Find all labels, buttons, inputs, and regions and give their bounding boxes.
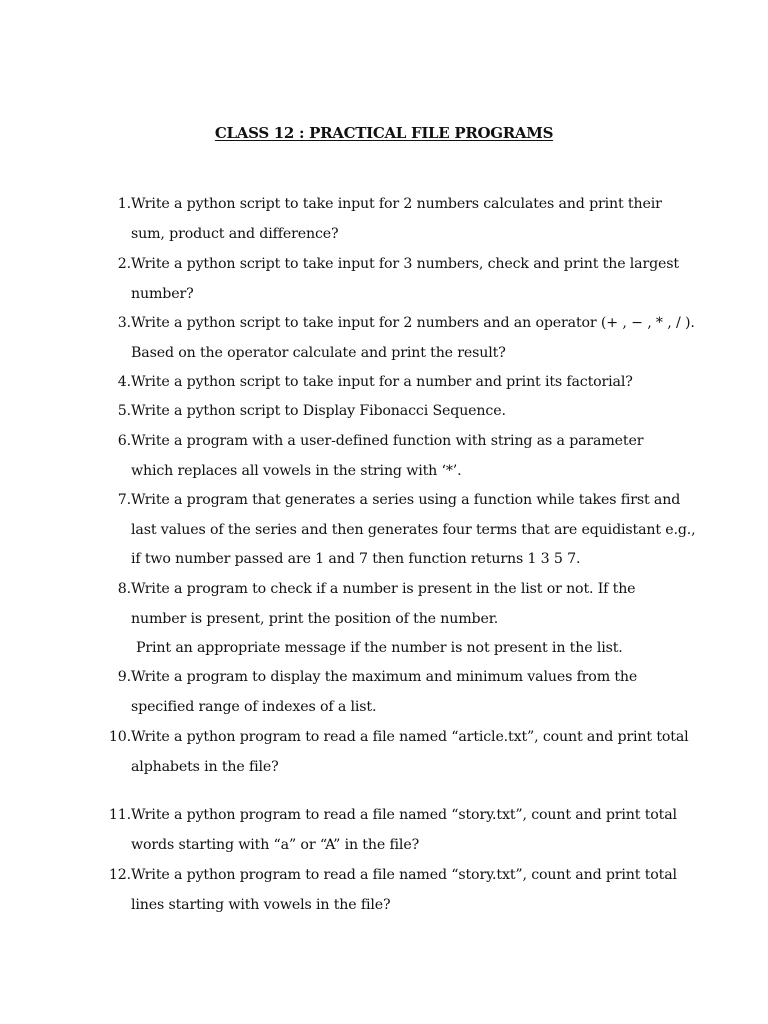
item-text	[131, 309, 701, 368]
item-text-line: Write a program that generates a series using a function while takes first and	[131, 492, 681, 508]
page-title: CLASS 12 : PRACTICAL FILE PROGRAMS	[214, 124, 554, 142]
item-text-line: Write a python script to Display Fibonacci Sequence.	[131, 403, 506, 419]
item-number: 8.	[117, 581, 131, 597]
item-number: 3.	[117, 315, 131, 331]
item-number: 10.	[108, 729, 131, 745]
item-text-line: Write a python script to take input for 2 numbers and an operator (+ , − , * , / ).	[131, 315, 695, 331]
item-text-line: alphabets in the file?	[131, 758, 279, 775]
item-text-line: number?	[131, 285, 194, 302]
item-number: 5.	[117, 403, 131, 419]
item-text-line: words starting with “a” or “A” in the file?	[131, 836, 420, 853]
item-text-line: Write a python script to take input for 3 numbers, check and print the largest	[131, 256, 679, 272]
item-text	[131, 486, 701, 575]
item-text-line: Write a program to display the maximum and minimum values from the	[131, 669, 638, 685]
item-text	[131, 801, 701, 860]
item-text-line: lines starting with vowels in the file?	[131, 896, 391, 913]
item-number: 6.	[117, 433, 131, 449]
item-text-line: number is present, print the position of the number.	[131, 610, 499, 627]
item-text	[131, 250, 701, 309]
item-text-line: sum, product and difference?	[131, 225, 339, 242]
item-text-line: Write a python program to read a file named “article.txt”, count and print total	[131, 729, 689, 745]
item-text-line: last values of the series and then generates four terms that are equidistant e.g.,	[131, 521, 696, 538]
item-text-line: Write a python script to take input for a number and print its factorial?	[131, 374, 633, 390]
item-text-line: Write a program to check if a number is present in the list or not. If the	[131, 581, 636, 597]
item-text	[131, 427, 701, 486]
item-number: 7.	[117, 492, 131, 508]
item-text-line: Write a python program to read a file named “story.txt”, count and print total	[131, 867, 677, 883]
item-text-line: Based on the operator calculate and print the result?	[131, 344, 506, 361]
item-text	[131, 190, 701, 249]
item-text	[131, 368, 701, 398]
item-text	[131, 663, 701, 722]
item-text-line: which replaces all vowels in the string with ‘*’.	[131, 462, 462, 479]
item-text	[131, 575, 701, 664]
item-text-line: Write a program with a user-defined function with string as a parameter	[131, 433, 644, 449]
item-text	[131, 861, 701, 920]
item-text-line: Print an appropriate message if the number is not present in the list.	[136, 640, 623, 656]
item-text	[131, 397, 701, 427]
item-text-line: specified range of indexes of a list.	[131, 698, 377, 715]
item-text-line: Write a python script to take input for 2 numbers calculates and print their	[131, 196, 662, 212]
item-text-line: Write a python program to read a file named “story.txt”, count and print total	[131, 807, 677, 823]
item-text	[131, 723, 701, 782]
item-number: 12.	[108, 867, 131, 883]
item-number: 9.	[117, 669, 131, 685]
item-number: 1.	[117, 196, 131, 212]
item-number: 2.	[117, 256, 131, 272]
item-number: 4.	[117, 374, 131, 390]
item-text-line: if two number passed are 1 and 7 then function returns 1 3 5 7.	[131, 551, 581, 567]
item-number: 11.	[108, 807, 131, 823]
